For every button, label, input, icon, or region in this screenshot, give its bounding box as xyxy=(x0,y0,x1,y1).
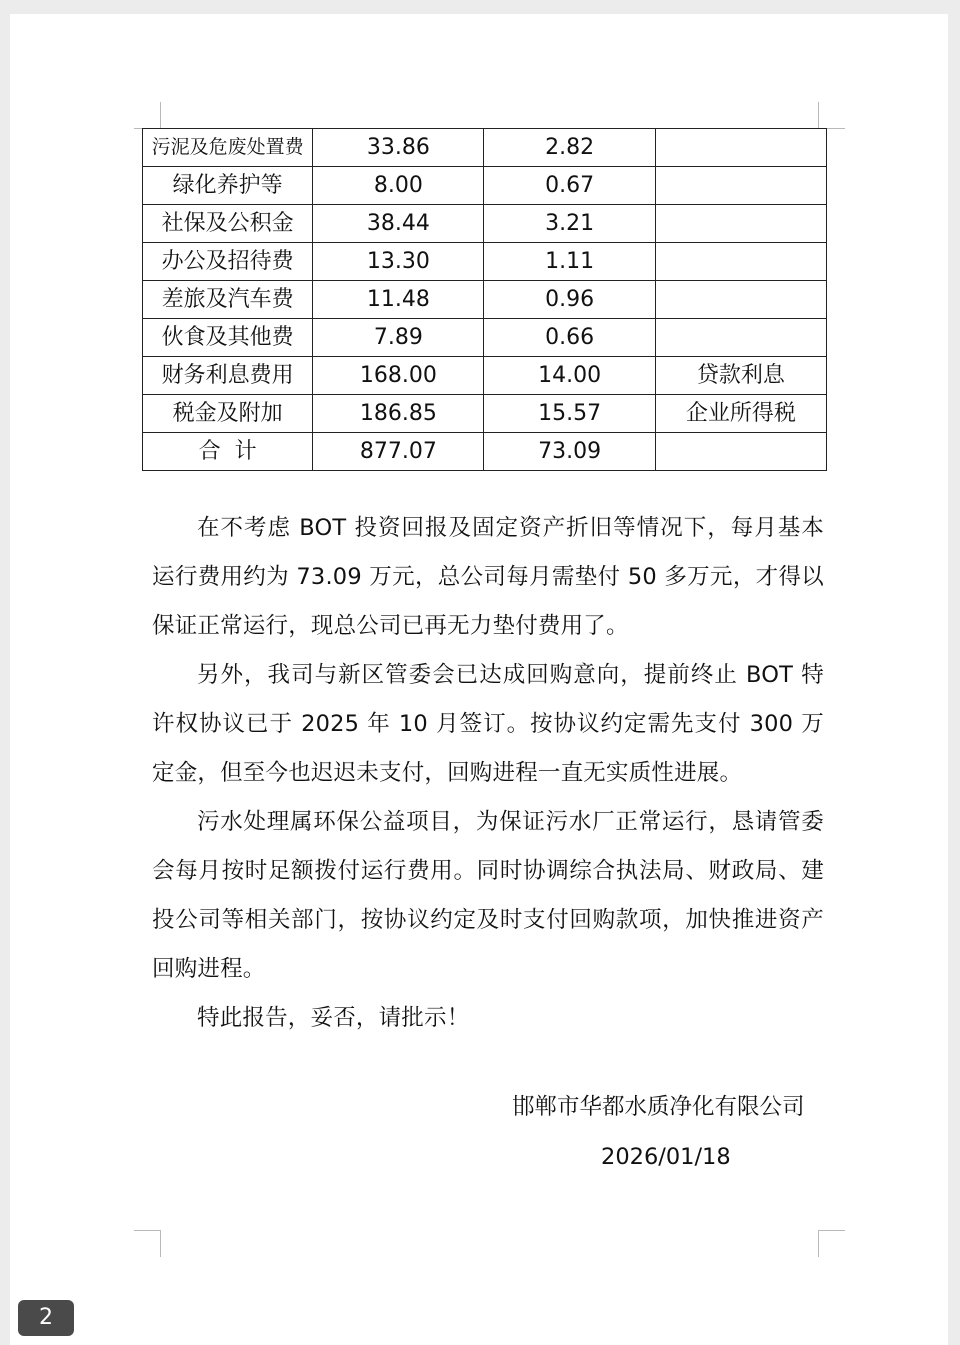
table-row xyxy=(143,281,827,319)
note xyxy=(655,281,826,319)
annual-amount: 186.85 xyxy=(313,395,484,433)
monthly-amount: 14.00 xyxy=(484,357,655,395)
item-name: 差旅及汽车费 xyxy=(143,281,313,319)
paragraph-closing: 特此报告，妥否，请批示！ xyxy=(197,1005,470,1031)
note xyxy=(655,205,826,243)
item-name: 社保及公积金 xyxy=(143,205,313,243)
table-row xyxy=(143,319,827,357)
monthly-amount: 3.21 xyxy=(484,205,655,243)
table-total-row xyxy=(143,433,827,471)
annual-amount: 8.00 xyxy=(313,167,484,205)
paragraph-request: 污水处理属环保公益项目，为保证污水厂正常运行，恳请管委会每月按时足额拨付运行费用。同时协调综合执法局、财政局、建投公司等相关部门，按协议约定及时支付回购款项，加快推进资产回购进程。 xyxy=(152,809,824,982)
note xyxy=(655,243,826,281)
item-name: 财务利息费用 xyxy=(143,357,313,395)
note: 企业所得税 xyxy=(655,395,826,433)
report-body xyxy=(152,504,824,1043)
page-number-badge: 2 xyxy=(18,1300,74,1336)
crop-mark-bottom-left xyxy=(134,1230,161,1257)
annual-amount: 7.89 xyxy=(313,319,484,357)
monthly-total: 73.09 xyxy=(484,433,655,471)
signature-company: 邯郸市华都水质净化有限公司 xyxy=(512,1094,805,1120)
table-row xyxy=(143,167,827,205)
table-row xyxy=(143,129,827,167)
monthly-amount: 0.67 xyxy=(484,167,655,205)
table-row xyxy=(143,357,827,395)
table-row xyxy=(143,205,827,243)
paragraph-buyback: 另外，我司与新区管委会已达成回购意向，提前终止 BOT 特许权协议已于 2025 年 10 月签订。按协议约定需先支付 300 万定金，但至今也迟迟未支付，回购进程一直无实质性进展。 xyxy=(152,662,824,786)
monthly-amount: 2.82 xyxy=(484,129,655,167)
annual-amount: 11.48 xyxy=(313,281,484,319)
monthly-amount: 0.66 xyxy=(484,319,655,357)
table-row xyxy=(143,395,827,433)
monthly-amount: 1.11 xyxy=(484,243,655,281)
signature-date: 2026/01/18 xyxy=(601,1144,731,1170)
note xyxy=(655,319,826,357)
item-name: 绿化养护等 xyxy=(143,167,313,205)
expense-table xyxy=(142,128,827,471)
table-row xyxy=(143,243,827,281)
annual-amount: 33.86 xyxy=(313,129,484,167)
item-name: 污泥及危废处置费 xyxy=(143,129,313,167)
item-name: 税金及附加 xyxy=(143,395,313,433)
annual-amount: 168.00 xyxy=(313,357,484,395)
crop-mark-bottom-right xyxy=(818,1230,845,1257)
annual-total: 877.07 xyxy=(313,433,484,471)
annual-amount: 38.44 xyxy=(313,205,484,243)
monthly-amount: 15.57 xyxy=(484,395,655,433)
note xyxy=(655,433,826,471)
monthly-amount: 0.96 xyxy=(484,281,655,319)
annual-amount: 13.30 xyxy=(313,243,484,281)
crop-mark-top-left xyxy=(134,102,161,129)
item-name: 伙食及其他费 xyxy=(143,319,313,357)
total-label: 合 计 xyxy=(143,433,313,471)
paragraph-operating-cost: 在不考虑 BOT 投资回报及固定资产折旧等情况下，每月基本运行费用约为 73.09 万元，总公司每月需垫付 50 多万元，才得以保证正常运行，现总公司已再无力垫付费用了。 xyxy=(152,515,824,639)
document-page xyxy=(10,14,948,1345)
note xyxy=(655,167,826,205)
item-name: 办公及招待费 xyxy=(143,243,313,281)
note: 贷款利息 xyxy=(655,357,826,395)
note xyxy=(655,129,826,167)
crop-mark-top-right xyxy=(818,102,845,129)
